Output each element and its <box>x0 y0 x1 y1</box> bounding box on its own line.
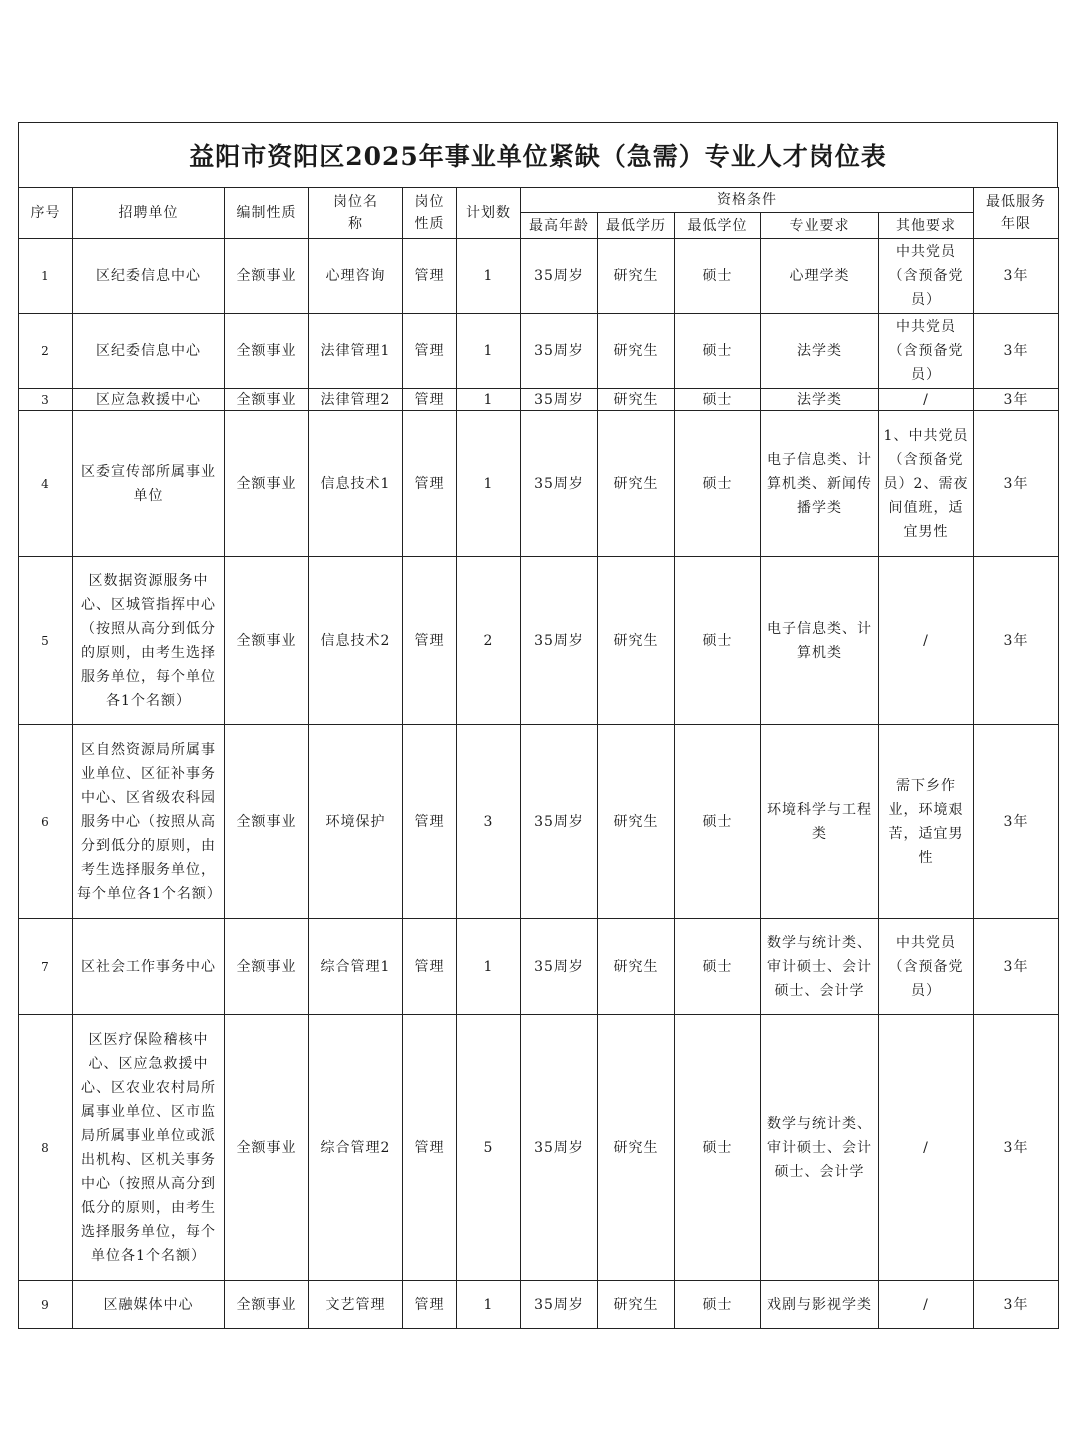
row-index: 9 <box>19 1281 73 1329</box>
table-row <box>19 919 1059 1015</box>
row-type: 管理 <box>403 389 457 411</box>
row-service: 3年 <box>974 411 1059 557</box>
row-education: 研究生 <box>598 1281 675 1329</box>
row-service: 3年 <box>974 389 1059 411</box>
row-index: 3 <box>19 389 73 411</box>
row-position: 综合管理1 <box>309 919 403 1015</box>
header-max-age: 最高年龄 <box>521 213 598 239</box>
row-major: 环境科学与工程类 <box>761 725 879 919</box>
table-row <box>19 1281 1059 1329</box>
row-index: 2 <box>19 314 73 389</box>
row-plan: 1 <box>457 1281 521 1329</box>
row-unit: 区委宣传部所属事业单位 <box>73 411 225 557</box>
row-unit: 区自然资源局所属事业单位、区征补事务中心、区省级农科园服务中心（按照从高分到低分的原则，由考生选择服务单位，每个单位各1个名额） <box>73 725 225 919</box>
row-other: 1、中共党员（含预备党员）2、需夜间值班，适宜男性 <box>879 411 974 557</box>
row-index: 8 <box>19 1015 73 1281</box>
row-degree: 硕士 <box>675 919 761 1015</box>
row-age: 35周岁 <box>521 239 598 314</box>
row-staffing: 全额事业 <box>225 1015 309 1281</box>
row-staffing: 全额事业 <box>225 557 309 725</box>
row-staffing: 全额事业 <box>225 411 309 557</box>
row-degree: 硕士 <box>675 1281 761 1329</box>
row-major: 法学类 <box>761 389 879 411</box>
row-education: 研究生 <box>598 725 675 919</box>
row-staffing: 全额事业 <box>225 389 309 411</box>
row-type: 管理 <box>403 411 457 557</box>
row-service: 3年 <box>974 1281 1059 1329</box>
row-index: 6 <box>19 725 73 919</box>
page-title: 益阳市资阳区2025年事业单位紧缺（急需）专业人才岗位表 <box>189 142 887 171</box>
header-index: 序号 <box>19 188 73 239</box>
row-type: 管理 <box>403 1015 457 1281</box>
row-education: 研究生 <box>598 557 675 725</box>
row-service: 3年 <box>974 239 1059 314</box>
row-major: 法学类 <box>761 314 879 389</box>
row-unit: 区纪委信息中心 <box>73 239 225 314</box>
row-plan: 1 <box>457 919 521 1015</box>
row-other: / <box>879 557 974 725</box>
row-education: 研究生 <box>598 314 675 389</box>
row-position: 文艺管理 <box>309 1281 403 1329</box>
row-age: 35周岁 <box>521 1281 598 1329</box>
header-plan: 计划数 <box>457 188 521 239</box>
row-type: 管理 <box>403 725 457 919</box>
row-age: 35周岁 <box>521 314 598 389</box>
table-row <box>19 1015 1059 1281</box>
table-title-box <box>18 122 1058 187</box>
row-degree: 硕士 <box>675 1015 761 1281</box>
row-staffing: 全额事业 <box>225 314 309 389</box>
row-staffing: 全额事业 <box>225 919 309 1015</box>
row-type: 管理 <box>403 314 457 389</box>
row-degree: 硕士 <box>675 725 761 919</box>
row-unit: 区数据资源服务中心、区城管指挥中心（按照从高分到低分的原则，由考生选择服务单位，每个单位各1个名额） <box>73 557 225 725</box>
row-service: 3年 <box>974 1015 1059 1281</box>
row-age: 35周岁 <box>521 411 598 557</box>
row-education: 研究生 <box>598 919 675 1015</box>
row-position: 信息技术2 <box>309 557 403 725</box>
table-row <box>19 411 1059 557</box>
row-staffing: 全额事业 <box>225 239 309 314</box>
table-row <box>19 389 1059 411</box>
header-staffing: 编制性质 <box>225 188 309 239</box>
row-plan: 2 <box>457 557 521 725</box>
row-other: 中共党员（含预备党员） <box>879 314 974 389</box>
row-other: / <box>879 389 974 411</box>
row-plan: 1 <box>457 389 521 411</box>
row-position: 法律管理2 <box>309 389 403 411</box>
header-min-degree: 最低学位 <box>675 213 761 239</box>
header-position-type: 岗位性质 <box>403 188 457 239</box>
row-staffing: 全额事业 <box>225 725 309 919</box>
row-type: 管理 <box>403 239 457 314</box>
row-major: 数学与统计类、审计硕士、会计硕士、会计学 <box>761 1015 879 1281</box>
header-major: 专业要求 <box>761 213 879 239</box>
row-index: 1 <box>19 239 73 314</box>
table-header <box>19 188 1059 239</box>
row-position: 信息技术1 <box>309 411 403 557</box>
row-major: 戏剧与影视学类 <box>761 1281 879 1329</box>
row-education: 研究生 <box>598 411 675 557</box>
row-education: 研究生 <box>598 239 675 314</box>
row-service: 3年 <box>974 314 1059 389</box>
row-education: 研究生 <box>598 389 675 411</box>
row-service: 3年 <box>974 919 1059 1015</box>
row-plan: 1 <box>457 411 521 557</box>
row-plan: 3 <box>457 725 521 919</box>
row-type: 管理 <box>403 557 457 725</box>
row-degree: 硕士 <box>675 389 761 411</box>
row-age: 35周岁 <box>521 725 598 919</box>
row-type: 管理 <box>403 1281 457 1329</box>
row-position: 心理咨询 <box>309 239 403 314</box>
row-other: 中共党员（含预备党员） <box>879 919 974 1015</box>
row-age: 35周岁 <box>521 919 598 1015</box>
row-index: 5 <box>19 557 73 725</box>
row-plan: 1 <box>457 314 521 389</box>
row-unit: 区社会工作事务中心 <box>73 919 225 1015</box>
row-position: 综合管理2 <box>309 1015 403 1281</box>
row-degree: 硕士 <box>675 239 761 314</box>
job-table-sheet <box>18 122 1058 1329</box>
positions-table <box>18 187 1059 1329</box>
row-unit: 区融媒体中心 <box>73 1281 225 1329</box>
table-body <box>19 239 1059 1329</box>
row-major: 心理学类 <box>761 239 879 314</box>
row-other: 需下乡作业，环境艰苦，适宜男性 <box>879 725 974 919</box>
row-other: 中共党员（含预备党员） <box>879 239 974 314</box>
row-service: 3年 <box>974 725 1059 919</box>
row-age: 35周岁 <box>521 557 598 725</box>
table-row <box>19 725 1059 919</box>
row-unit: 区医疗保险稽核中心、区应急救援中心、区农业农村局所属事业单位、区市监局所属事业单位或派出机构、区机关事务中心（按照从高分到低分的原则，由考生选择服务单位，每个单位各1个名额） <box>73 1015 225 1281</box>
row-major: 电子信息类、计算机类、新闻传播学类 <box>761 411 879 557</box>
row-other: / <box>879 1015 974 1281</box>
row-plan: 1 <box>457 239 521 314</box>
header-service: 最低服务年限 <box>974 188 1059 239</box>
row-age: 35周岁 <box>521 389 598 411</box>
row-position: 法律管理1 <box>309 314 403 389</box>
table-row <box>19 314 1059 389</box>
row-major: 数学与统计类、审计硕士、会计硕士、会计学 <box>761 919 879 1015</box>
table-row <box>19 239 1059 314</box>
row-other: / <box>879 1281 974 1329</box>
header-position-name: 岗位名称 <box>309 188 403 239</box>
header-qualifications: 资格条件 <box>521 188 974 213</box>
table-row <box>19 557 1059 725</box>
row-degree: 硕士 <box>675 557 761 725</box>
row-unit: 区纪委信息中心 <box>73 314 225 389</box>
row-position: 环境保护 <box>309 725 403 919</box>
row-index: 4 <box>19 411 73 557</box>
row-age: 35周岁 <box>521 1015 598 1281</box>
header-other: 其他要求 <box>879 213 974 239</box>
row-degree: 硕士 <box>675 411 761 557</box>
row-service: 3年 <box>974 557 1059 725</box>
row-index: 7 <box>19 919 73 1015</box>
header-min-education: 最低学历 <box>598 213 675 239</box>
row-education: 研究生 <box>598 1015 675 1281</box>
row-plan: 5 <box>457 1015 521 1281</box>
row-type: 管理 <box>403 919 457 1015</box>
row-unit: 区应急救援中心 <box>73 389 225 411</box>
row-major: 电子信息类、计算机类 <box>761 557 879 725</box>
row-degree: 硕士 <box>675 314 761 389</box>
row-staffing: 全额事业 <box>225 1281 309 1329</box>
header-unit: 招聘单位 <box>73 188 225 239</box>
